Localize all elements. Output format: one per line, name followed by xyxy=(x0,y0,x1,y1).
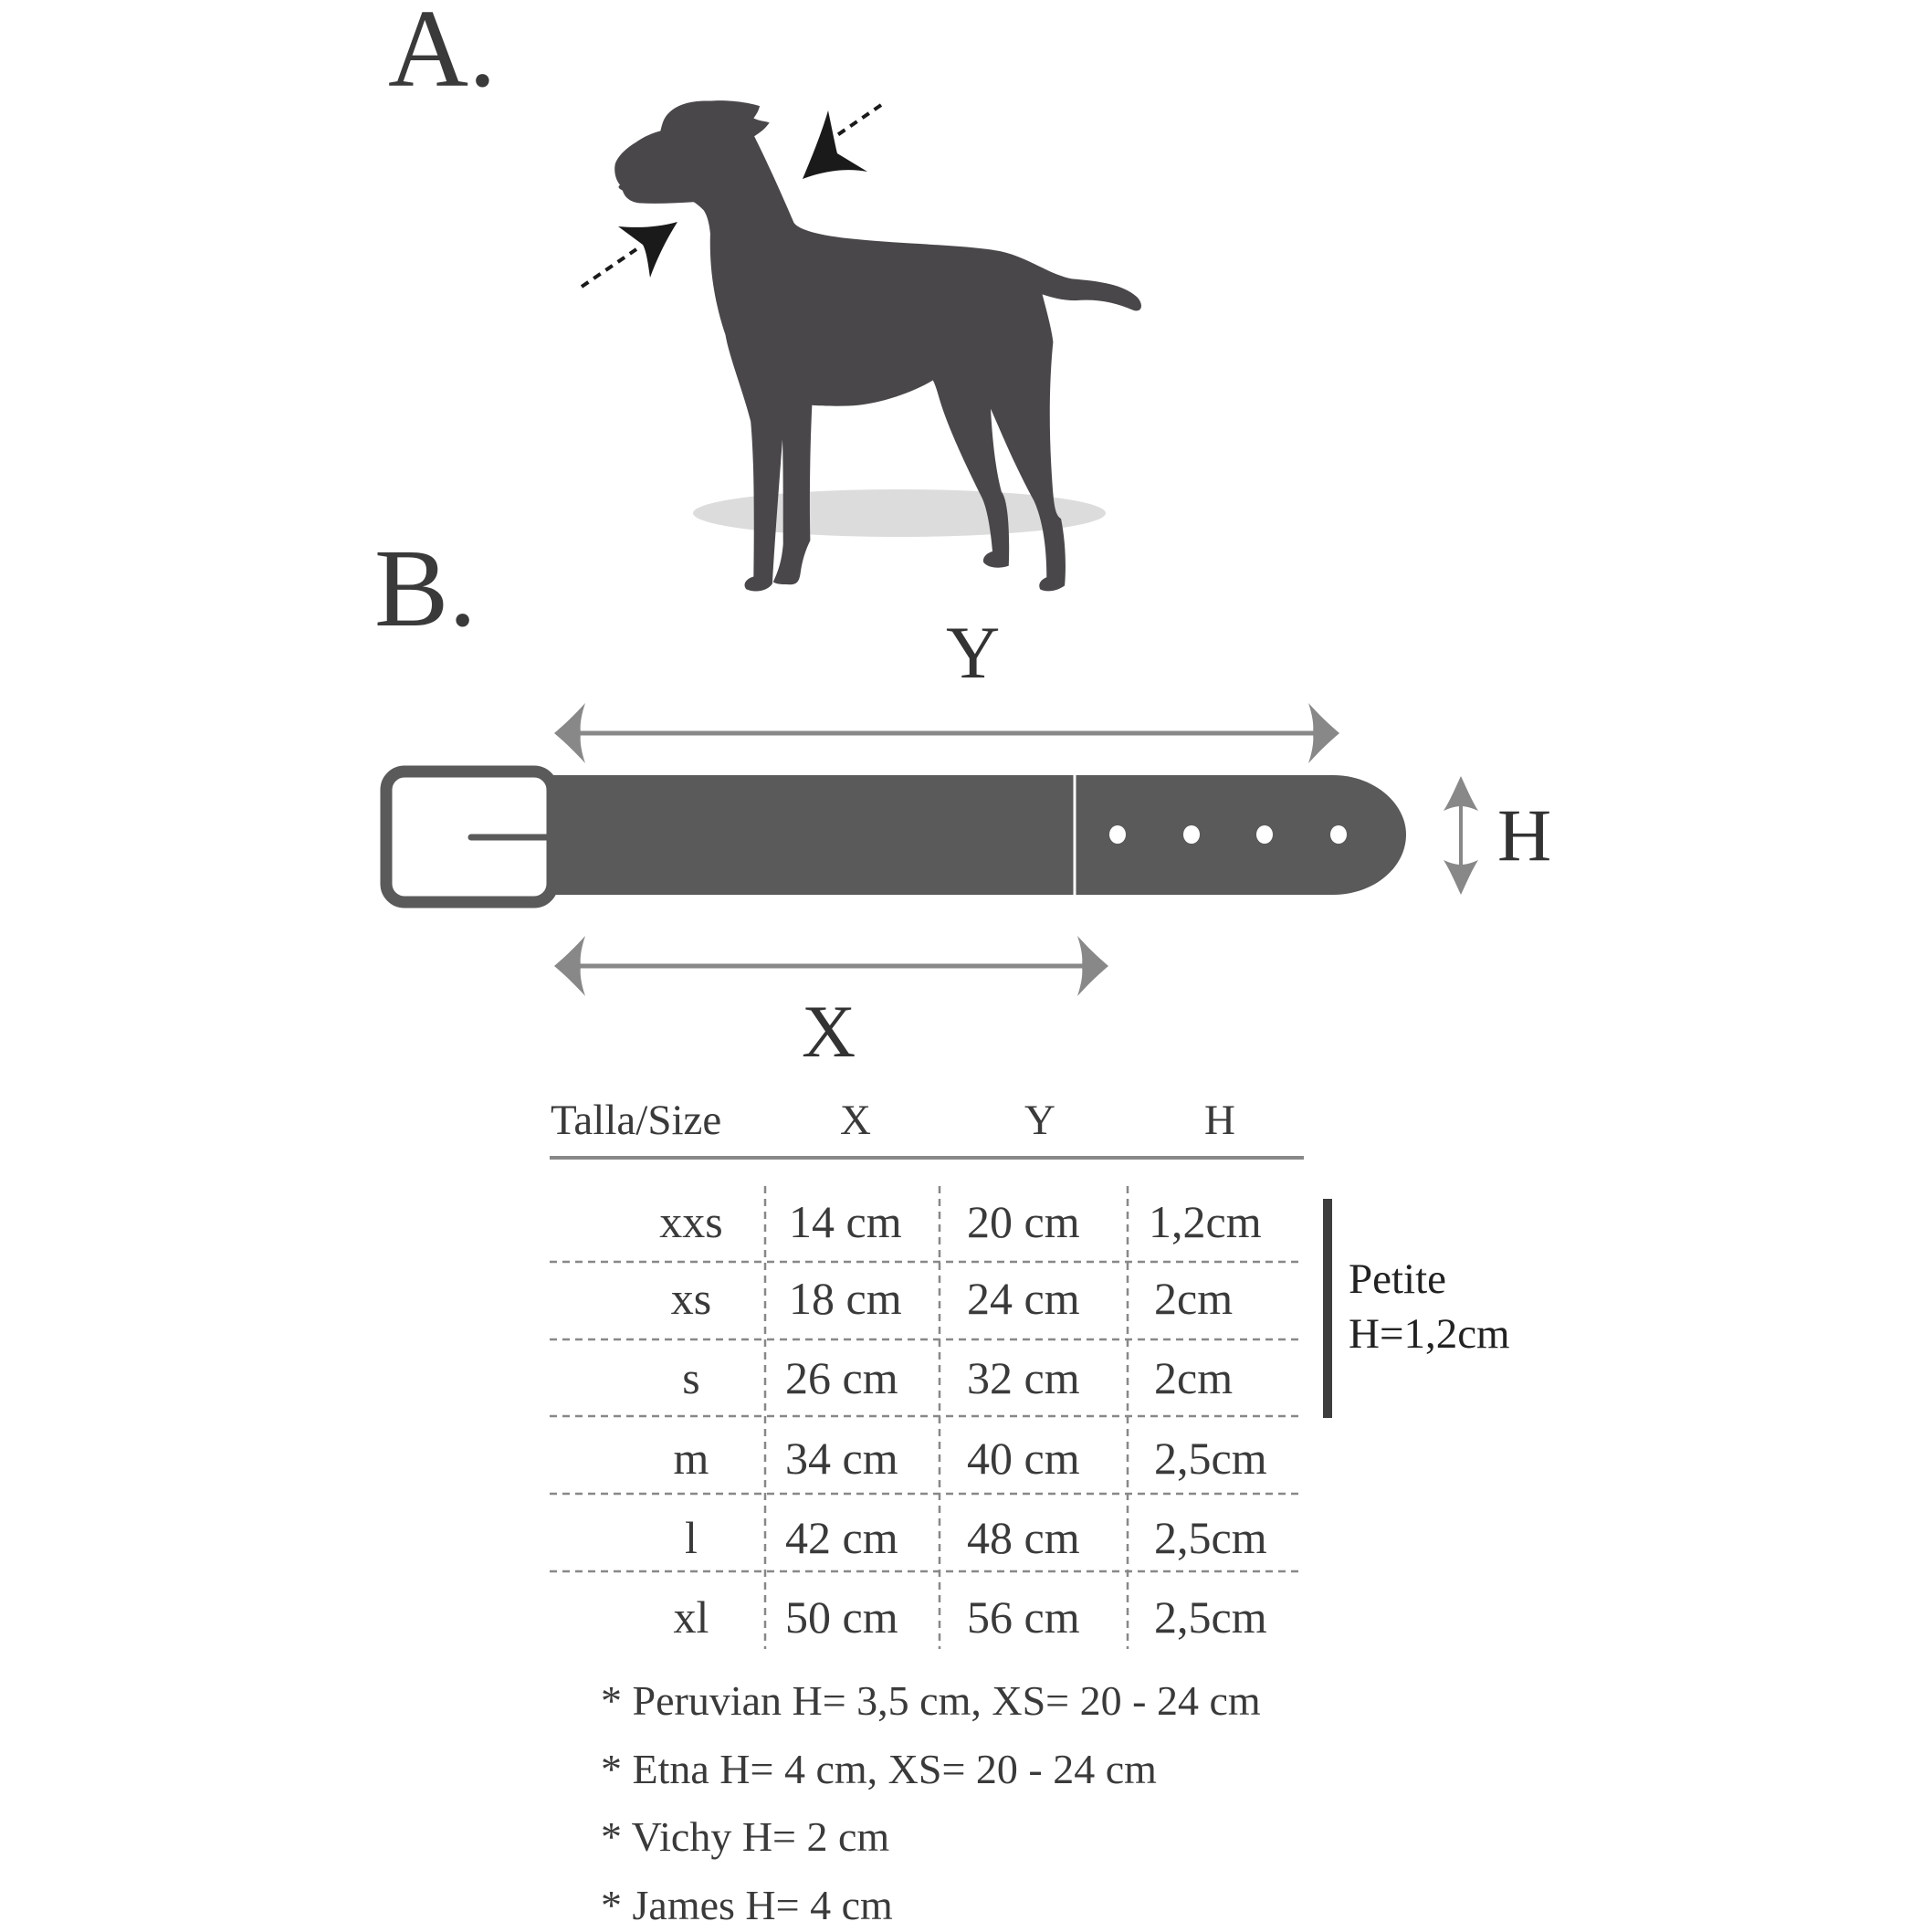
table-cell-x: 14 cm xyxy=(789,1196,902,1247)
dimension-h-label: H xyxy=(1497,793,1552,877)
table-cell-y: 48 cm xyxy=(967,1512,1080,1563)
table-cell-x: 34 cm xyxy=(785,1433,898,1484)
table-cell-y: 56 cm xyxy=(967,1591,1080,1643)
table-cell-x: 42 cm xyxy=(785,1512,898,1563)
petite-height-label: H=1,2cm xyxy=(1349,1310,1510,1358)
table-cell-y: 32 cm xyxy=(967,1352,1080,1403)
table-row-size: m xyxy=(673,1433,709,1484)
section-a-label: A. xyxy=(388,0,497,110)
table-cell-h: 2cm xyxy=(1154,1352,1234,1403)
footnote: * James H= 4 cm xyxy=(601,1882,893,1928)
table-cell-x: 50 cm xyxy=(785,1591,898,1643)
table-cell-y: 40 cm xyxy=(967,1433,1080,1484)
table-cell-h: 2,5cm xyxy=(1154,1512,1267,1563)
table-cell-y: 24 cm xyxy=(967,1273,1080,1324)
dimension-x-label: X xyxy=(802,990,856,1073)
table-cell-x: 18 cm xyxy=(789,1273,902,1324)
table-cell-h: 2,5cm xyxy=(1154,1591,1267,1643)
table-cell-h: 2cm xyxy=(1154,1273,1234,1324)
table-cell-h: 2,5cm xyxy=(1154,1433,1267,1484)
table-cell-x: 26 cm xyxy=(785,1352,898,1403)
section-b-label: B. xyxy=(374,527,477,650)
table-row-size: s xyxy=(682,1352,700,1403)
petite-bracket xyxy=(1323,1199,1332,1418)
table-row-size: xl xyxy=(673,1591,709,1643)
table-cell-y: 20 cm xyxy=(967,1196,1080,1247)
table-row-size: xxs xyxy=(659,1196,723,1247)
footnote: * Peruvian H= 3,5 cm, XS= 20 - 24 cm xyxy=(601,1677,1261,1724)
header-size: Talla/Size xyxy=(551,1097,722,1144)
header-x: X xyxy=(840,1097,871,1144)
dimension-y-label: Y xyxy=(946,611,1001,694)
header-h: H xyxy=(1204,1097,1235,1144)
petite-label: Petite xyxy=(1349,1255,1447,1303)
footnote: * Vichy H= 2 cm xyxy=(601,1813,890,1860)
header-y: Y xyxy=(1024,1097,1055,1144)
footnote: * Etna H= 4 cm, XS= 20 - 24 cm xyxy=(601,1746,1157,1792)
table-row-size: l xyxy=(685,1512,698,1563)
table-cell-h: 1,2cm xyxy=(1149,1196,1262,1247)
table-row-size: xs xyxy=(670,1273,712,1324)
